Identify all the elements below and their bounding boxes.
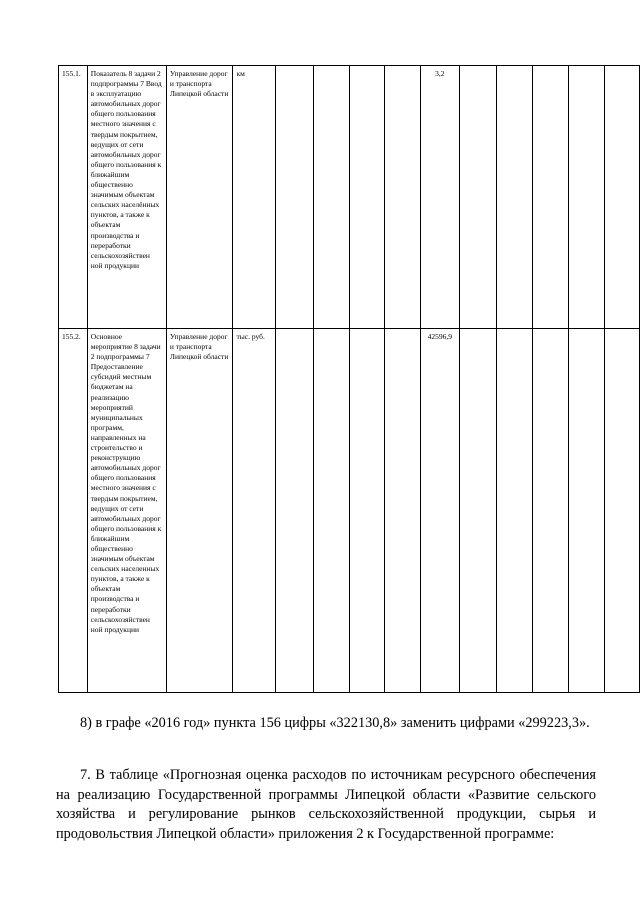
empty-cell — [532, 329, 568, 693]
row-number: 155.2. — [59, 329, 88, 693]
empty-cell — [385, 329, 421, 693]
row-executor: Управление дорог и транспорта Липецкой области — [166, 329, 233, 693]
empty-cell — [568, 329, 604, 693]
row-value: 42596,9 — [421, 329, 460, 693]
empty-cell — [275, 66, 313, 329]
row-unit: тыс. руб. — [233, 329, 276, 693]
empty-cell — [568, 66, 604, 329]
measures-table — [58, 65, 640, 693]
section-7-intro — [56, 766, 596, 844]
row-unit: км — [233, 66, 276, 329]
empty-cell — [349, 66, 384, 329]
table-row — [59, 66, 640, 329]
paragraph-text: 7. В таблице «Прогнозная оценка расходов по источникам ресурсного обеспечения на реализацию Государственной программы Липецкой области «Развитие сельского хозяйства и регулирование рынков сельскохозяйственной продукции, сырья и продовольствия Липецкой области» приложения 2 к Государственной программе: — [56, 767, 596, 842]
empty-cell — [385, 66, 421, 329]
empty-cell — [604, 329, 639, 693]
empty-cell — [496, 66, 532, 329]
row-number: 155.1. — [59, 66, 88, 329]
amendment-item-8 — [56, 714, 596, 734]
row-value: 3,2 — [421, 66, 460, 329]
empty-cell — [604, 66, 639, 329]
table-row — [59, 329, 640, 693]
empty-cell — [275, 329, 313, 693]
empty-cell — [496, 329, 532, 693]
row-name: Основное мероприятие 8 задачи 2 подпрограммы 7 Предоставление субсидий местным бюджетам на реализацию мероприятий муниципальных программ, направленных на строительство и реконструкцию автомобильных дорог общего пользования местного значения с твердым покрытием, ведущих от сети автомобильных дорог общего пользования к ближайшим общественно значимым объектам сельских населенных пунктов, а также к объектам производства и переработки сельскохозяйствен ной продукции — [87, 329, 166, 693]
row-name: Показатель 8 задачи 2 подпрограммы 7 Ввод в эксплуатацию автомобильных дорог общего пользования местного значения с твердым покрытием, ведущих от сети автомобильных дорог общего пользования к ближайшим общественно значимым объектам сельских населённых пунктов, а также к объектам производства и переработки сельскохозяйствен ной продукции — [87, 66, 166, 329]
row-executor: Управление дорог и транспорта Липецкой области — [166, 66, 233, 329]
empty-cell — [349, 329, 384, 693]
empty-cell — [459, 329, 496, 693]
empty-cell — [532, 66, 568, 329]
empty-cell — [313, 66, 349, 329]
empty-cell — [313, 329, 349, 693]
paragraph-text: 8) в графе «2016 год» пункта 156 цифры «322130,8» заменить цифрами «299223,3». — [80, 715, 590, 731]
empty-cell — [459, 66, 496, 329]
